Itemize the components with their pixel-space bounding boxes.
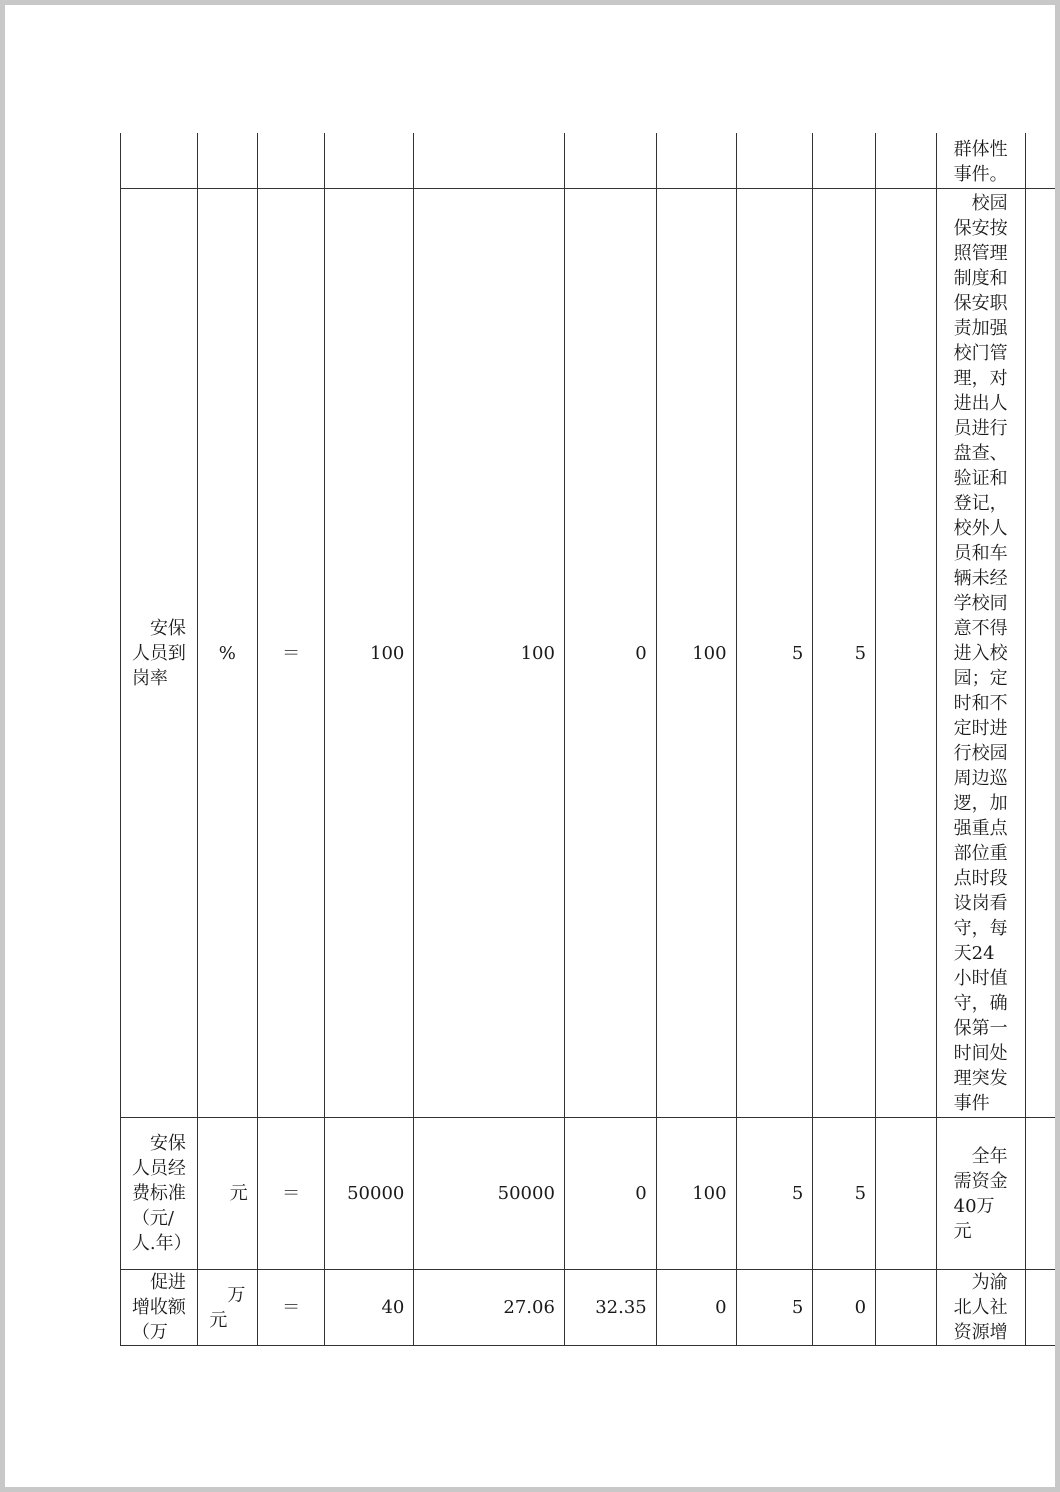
trailing-cell bbox=[1025, 189, 1055, 1118]
col10-cell bbox=[876, 1118, 937, 1270]
symbol-cell: ＝ bbox=[257, 189, 325, 1118]
symbol-cell: ＝ bbox=[257, 1270, 325, 1346]
trailing-cell bbox=[1025, 1270, 1055, 1346]
target-cell: 100 bbox=[325, 189, 414, 1118]
unit-cell: % bbox=[197, 189, 257, 1118]
col8-cell: 5 bbox=[736, 1270, 813, 1346]
unit-cell bbox=[197, 133, 257, 189]
col9-cell: 0 bbox=[813, 1270, 876, 1346]
note-text: 校园保安按照管理制度和保安职责加强校门管理，对进出人员进行盘查、验证和登记，校外人员和车辆未经学校同意不得进入校园；定时和不定时进行校园周边巡逻，加强重点部位重点时段设岗看守，每天24小时值守，确保第一时间处理突发事件 bbox=[953, 192, 1008, 1114]
col6-cell: 32.35 bbox=[564, 1270, 656, 1346]
table-row bbox=[121, 189, 1056, 1118]
note-text: 全年需资金40万元 bbox=[953, 1145, 1008, 1242]
table-row bbox=[121, 133, 1056, 189]
actual-cell bbox=[414, 133, 565, 189]
indicator-cell bbox=[121, 189, 198, 1118]
note-cell bbox=[936, 1270, 1025, 1346]
indicator-text: 安保人员到岗率 bbox=[131, 617, 186, 689]
col10-cell bbox=[876, 133, 937, 189]
col9-cell: 5 bbox=[813, 189, 876, 1118]
col7-cell: 0 bbox=[656, 1270, 736, 1346]
trailing-cell bbox=[1025, 1118, 1055, 1270]
col10-cell bbox=[876, 189, 937, 1118]
note-cell bbox=[936, 133, 1025, 189]
table-row bbox=[121, 1270, 1056, 1346]
actual-cell: 50000 bbox=[414, 1118, 565, 1270]
indicator-cell bbox=[121, 1270, 198, 1346]
col7-cell: 100 bbox=[656, 189, 736, 1118]
target-cell: 50000 bbox=[325, 1118, 414, 1270]
table-row bbox=[121, 1118, 1056, 1270]
col7-cell: 100 bbox=[656, 1118, 736, 1270]
col8-cell bbox=[736, 133, 813, 189]
symbol-cell bbox=[257, 133, 325, 189]
note-cell bbox=[936, 189, 1025, 1118]
col6-cell: 0 bbox=[564, 1118, 656, 1270]
col9-cell bbox=[813, 133, 876, 189]
trailing-cell bbox=[1025, 133, 1055, 189]
actual-cell: 27.06 bbox=[414, 1270, 565, 1346]
note-text: 为渝北人社资源增 bbox=[953, 1272, 1008, 1343]
actual-cell: 100 bbox=[414, 189, 565, 1118]
indicator-cell bbox=[121, 1118, 198, 1270]
col9-cell: 5 bbox=[813, 1118, 876, 1270]
indicator-cell bbox=[121, 133, 198, 189]
indicator-text: 促进增收额（万 bbox=[131, 1272, 186, 1343]
note-text: 群体性事件。 bbox=[953, 139, 1008, 185]
unit-cell bbox=[197, 1270, 257, 1346]
unit-text: 万元 bbox=[209, 1284, 246, 1331]
col6-cell: 0 bbox=[564, 189, 656, 1118]
document-page bbox=[5, 5, 1055, 1487]
col6-cell bbox=[564, 133, 656, 189]
target-cell bbox=[325, 133, 414, 189]
performance-table bbox=[120, 133, 1055, 1346]
note-cell bbox=[936, 1118, 1025, 1270]
unit-cell: 元 bbox=[197, 1118, 257, 1270]
indicator-text: 安保人员经费标准（元/人.年） bbox=[131, 1133, 192, 1254]
target-cell: 40 bbox=[325, 1270, 414, 1346]
col10-cell bbox=[876, 1270, 937, 1346]
col7-cell bbox=[656, 133, 736, 189]
col8-cell: 5 bbox=[736, 1118, 813, 1270]
col8-cell: 5 bbox=[736, 189, 813, 1118]
symbol-cell: ＝ bbox=[257, 1118, 325, 1270]
